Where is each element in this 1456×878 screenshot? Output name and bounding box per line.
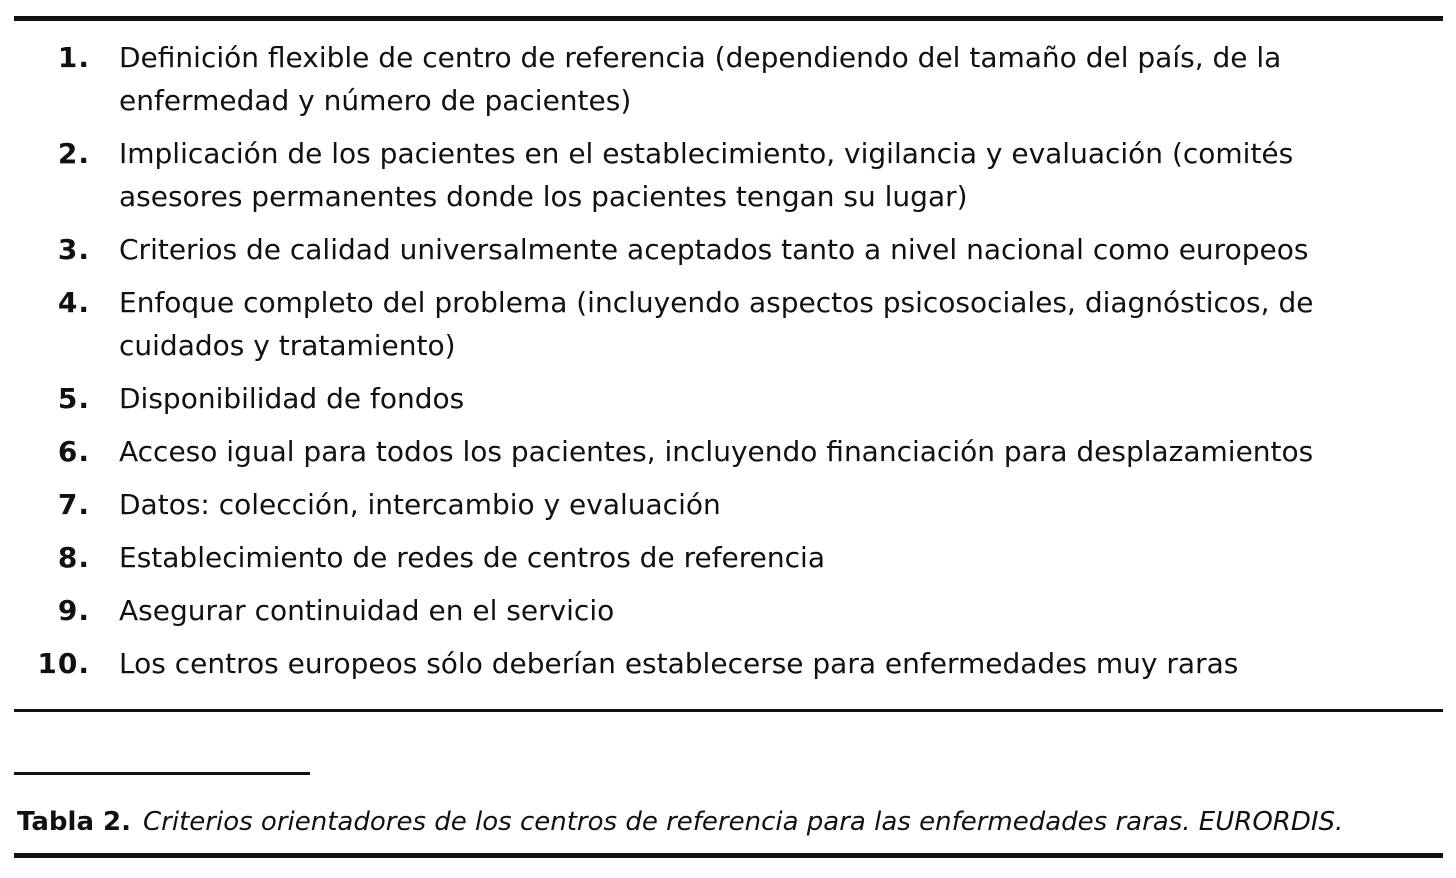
list-item — [0, 132, 1456, 218]
item-number: 3. — [57, 233, 90, 266]
item-number: 8. — [57, 541, 90, 574]
caption-separator-rule — [14, 772, 310, 775]
item-text: Los centros europeos sólo deberían establecerse para enfermedades muy raras — [119, 647, 1239, 680]
caption-label: Tabla 2. — [17, 807, 132, 837]
list-item — [0, 228, 1456, 271]
table-bottom-rule — [14, 709, 1443, 712]
list-item — [0, 536, 1456, 579]
list-item — [0, 430, 1456, 473]
item-number: 6. — [57, 435, 90, 468]
item-number: 7. — [57, 488, 90, 521]
item-text: Implicación de los pacientes en el establecimiento, vigilancia y evaluación (comités asesores permanentes donde los pacientes tengan su lugar) — [119, 137, 1294, 213]
item-text: Criterios de calidad universalmente aceptados tanto a nivel nacional como europeos — [119, 233, 1309, 266]
item-number: 1. — [57, 41, 90, 74]
item-text: Establecimiento de redes de centros de referencia — [119, 541, 825, 574]
list-item — [0, 642, 1456, 685]
item-number: 4. — [57, 286, 90, 319]
list-item — [0, 377, 1456, 420]
list-item — [0, 589, 1456, 632]
list-item — [0, 483, 1456, 526]
list-item — [0, 281, 1456, 367]
table-caption — [17, 804, 1437, 840]
item-text: Acceso igual para todos los pacientes, incluyendo financiación para desplazamientos — [119, 435, 1314, 468]
item-text: Disponibilidad de fondos — [119, 382, 465, 415]
item-number: 9. — [57, 594, 90, 627]
criteria-list — [0, 36, 1456, 695]
caption-bottom-rule — [14, 853, 1443, 858]
item-text: Definición flexible de centro de referencia (dependiendo del tamaño del país, de la enfermedad y número de pacientes) — [119, 41, 1282, 117]
item-number: 10. — [37, 647, 90, 680]
caption-text: Criterios orientadores de los centros de referencia para las enfermedades raras. EURORDIS. — [143, 807, 1344, 837]
table-top-rule — [14, 16, 1443, 21]
item-text: Datos: colección, intercambio y evaluación — [119, 488, 721, 521]
item-number: 2. — [57, 137, 90, 170]
item-text: Asegurar continuidad en el servicio — [119, 594, 615, 627]
item-text: Enfoque completo del problema (incluyendo aspectos psicosociales, diagnósticos, de cuidados y tratamiento) — [119, 286, 1314, 362]
list-item — [0, 36, 1456, 122]
item-number: 5. — [57, 382, 90, 415]
